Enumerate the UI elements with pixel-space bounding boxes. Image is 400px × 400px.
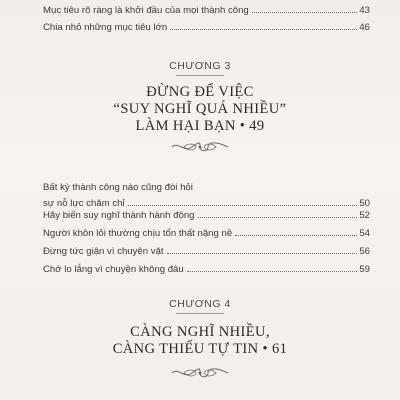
toc-entry[interactable] [43, 259, 370, 275]
leader-dots [167, 252, 358, 254]
chapter-title-line: “SUY NGHĨ QUÁ NHIỀU” [113, 101, 287, 117]
chapter-label: CHƯƠNG 4 [169, 298, 231, 310]
leader-dots [187, 270, 358, 272]
toc-entry-title-continued: sự nỗ lực chăm chỉ [43, 198, 125, 209]
leader-dots [252, 11, 358, 13]
toc-entry[interactable] [43, 223, 370, 239]
chapter-label: CHƯƠNG 3 [169, 60, 231, 72]
toc-entry-title: Người khôn lỏi thường chịu tổn thất nặng nề [43, 228, 233, 239]
chapter-title-line: ĐỪNG ĐỂ VIỆC [146, 84, 254, 100]
toc-entry-title: Bất kỳ thành công nào cũng đòi hỏi [43, 182, 193, 193]
chapter-title-line: CÀNG NGHĨ NHIỀU, [130, 324, 270, 340]
leader-dots [170, 28, 357, 30]
leader-dots [198, 216, 358, 218]
toc-entry-page: 56 [359, 246, 370, 257]
toc-entry-title: Chớ lo lắng vì chuyện không đâu [43, 264, 184, 275]
toc-entry[interactable] [43, 205, 370, 221]
toc-entry-page: 50 [359, 198, 370, 209]
toc-entry[interactable] [43, 17, 370, 33]
ornament-flourish-icon [170, 140, 230, 154]
toc-entry[interactable] [43, 0, 370, 16]
toc-entry-title: Hãy biến suy nghĩ thành hành động [43, 210, 195, 221]
toc-entry-page: 59 [359, 264, 370, 275]
toc-entry-page: 54 [359, 228, 370, 239]
chapter-label-underline [176, 313, 224, 314]
ornament-flourish-icon [170, 366, 230, 380]
toc-entry-page: 52 [359, 210, 370, 221]
chapter-title-line: LÀM HẠI BẠN • 49 [135, 118, 265, 134]
toc-entry-title: Mục tiêu rõ ràng là khởi đầu của mọi thành công [43, 5, 249, 16]
leader-dots [235, 234, 357, 236]
toc-entry-title: Đừng tức giận vì chuyện vặt [43, 246, 164, 257]
toc-entry-title: Chia nhỏ những mục tiêu lớn [43, 22, 168, 33]
toc-entry-page: 43 [359, 5, 370, 16]
chapter-label-underline [176, 75, 224, 76]
chapter-title-line: CÀNG THIẾU TỰ TIN • 61 [112, 341, 288, 357]
toc-entry-page: 46 [359, 22, 370, 33]
toc-entry[interactable] [43, 241, 370, 257]
